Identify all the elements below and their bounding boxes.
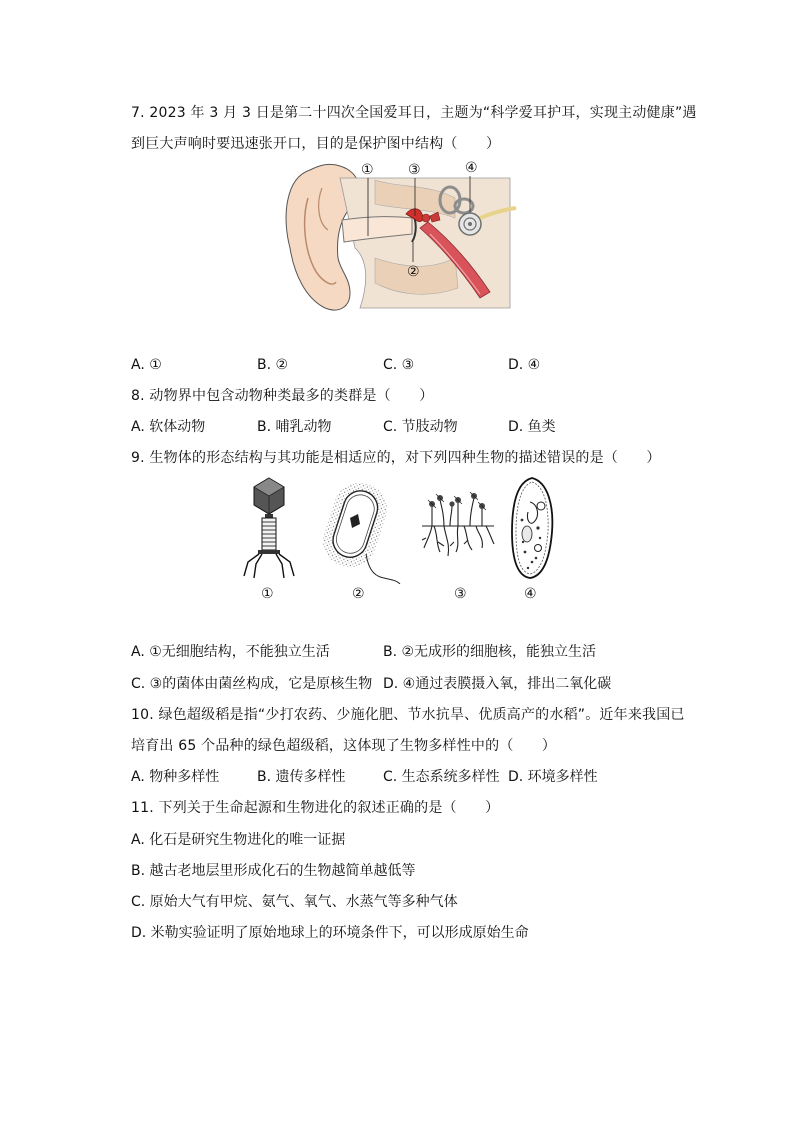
q8-option-a[interactable]: A. 软体动物 — [131, 419, 206, 435]
ear-label-4: ④ — [465, 160, 478, 176]
mold-fungus-figure — [420, 486, 496, 560]
q8-stem: 8. 动物界中包含动物种类最多的类群是（ ） — [131, 388, 434, 404]
ear-label-2: ② — [407, 264, 420, 280]
bacterium-figure — [322, 480, 404, 584]
fig9-label-3: ③ — [454, 586, 467, 602]
q9-stem: 9. 生物体的形态结构与其功能是相适应的，对下列四种生物的描述错误的是（ ） — [131, 450, 661, 466]
q9-option-a[interactable]: A. ①无细胞结构，不能独立生活 — [131, 644, 330, 660]
q11-option-a[interactable]: A. 化石是研究生物进化的唯一证据 — [131, 832, 346, 848]
q11-option-d[interactable]: D. 米勒实验证明了原始地球上的环境条件下，可以形成原始生命 — [131, 925, 529, 941]
q11-option-c[interactable]: C. 原始大气有甲烷、氨气、氧气、水蒸气等多种气体 — [131, 894, 458, 910]
q10-option-c[interactable]: C. 生态系统多样性 — [383, 769, 500, 785]
q7-option-a[interactable]: A. ① — [131, 357, 162, 373]
fig9-label-1: ① — [261, 586, 274, 602]
q9-option-d[interactable]: D. ④通过表膜摄入氧，排出二氧化碳 — [383, 676, 612, 692]
q8-option-b[interactable]: B. 哺乳动物 — [257, 419, 332, 435]
bacteriophage-figure — [240, 476, 298, 580]
q7-option-c[interactable]: C. ③ — [383, 357, 415, 373]
paramecium-figure — [508, 476, 556, 580]
q10-stem-line2: 培育出 65 个品种的绿色超级稻，这体现了生物多样性中的（ ） — [131, 738, 557, 754]
q10-option-d[interactable]: D. 环境多样性 — [508, 769, 598, 785]
q8-option-d[interactable]: D. 鱼类 — [508, 419, 556, 435]
q10-stem-line1: 10. 绿色超级稻是指“少打农药、少施化肥、节水抗旱、优质高产的水稻”。近年来我国已 — [131, 707, 685, 723]
q7-option-d[interactable]: D. ④ — [508, 357, 541, 373]
q7-stem-line1: 7. 2023 年 3 月 3 日是第二十四次全国爱耳日，主题为“科学爱耳护耳，实现主动健康”遇 — [131, 105, 697, 121]
q9-option-c[interactable]: C. ③的菌体由菌丝构成，它是原核生物 — [131, 676, 373, 692]
q8-option-c[interactable]: C. 节肢动物 — [383, 419, 458, 435]
ear-label-3: ③ — [408, 162, 421, 178]
q11-option-b[interactable]: B. 越古老地层里形成化石的生物越简单越低等 — [131, 863, 416, 879]
q7-stem-line2: 到巨大声响时要迅速张开口，目的是保护图中结构（ ） — [131, 136, 501, 152]
fig9-label-4: ④ — [524, 586, 537, 602]
fig9-label-2: ② — [352, 586, 365, 602]
ear-label-1: ① — [361, 162, 374, 178]
q11-stem: 11. 下列关于生命起源和生物进化的叙述正确的是（ ） — [131, 800, 500, 816]
q9-option-b[interactable]: B. ②无成形的细胞核，能独立生活 — [383, 644, 597, 660]
q10-option-a[interactable]: A. 物种多样性 — [131, 769, 220, 785]
ear-anatomy-figure — [280, 158, 520, 318]
q7-option-b[interactable]: B. ② — [257, 357, 289, 373]
q10-option-b[interactable]: B. 遗传多样性 — [257, 769, 346, 785]
